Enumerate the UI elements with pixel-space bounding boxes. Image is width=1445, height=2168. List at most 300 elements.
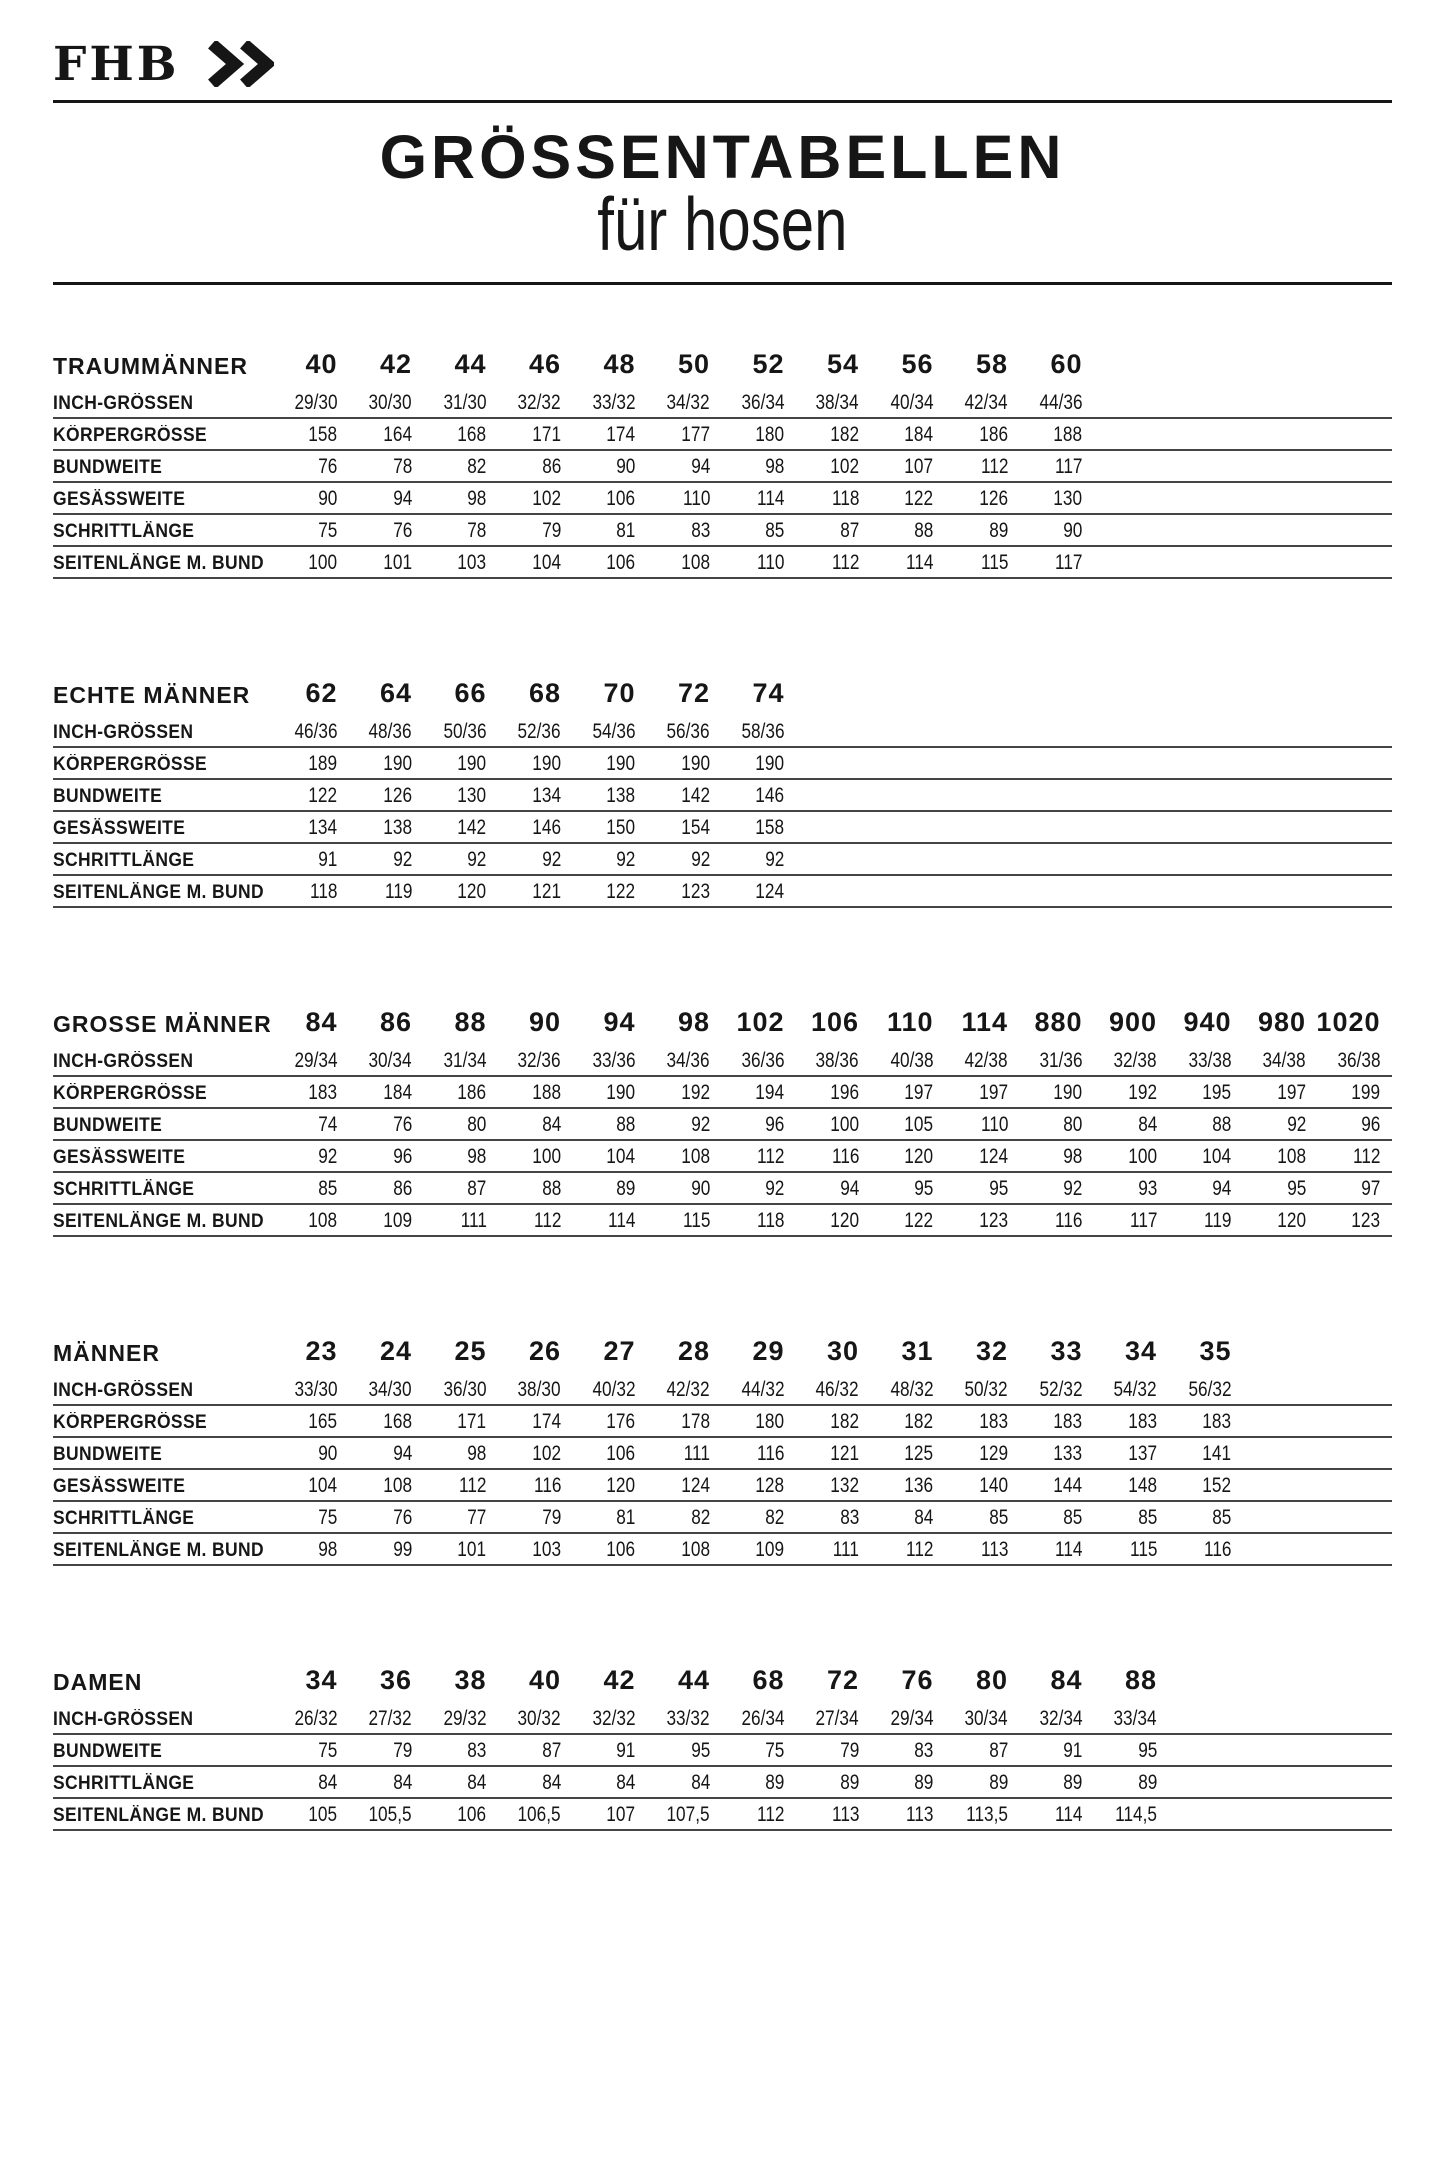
value-text: 90 — [318, 1442, 338, 1465]
value-cell — [710, 1050, 785, 1071]
value-cell — [785, 1740, 860, 1761]
value-text: 48/32 — [890, 1378, 934, 1401]
value-text: 164 — [383, 423, 412, 446]
row-label — [53, 1381, 263, 1400]
value-cell — [263, 1804, 338, 1825]
value-text: 122 — [606, 880, 636, 903]
value-text: 95 — [914, 1177, 934, 1200]
value-cell — [487, 1050, 562, 1071]
row-label-text: GESÄSSWEITE — [53, 489, 186, 510]
value-cell — [636, 1507, 711, 1528]
table-row — [53, 1470, 1392, 1502]
value-cell — [487, 721, 562, 742]
value-text: 105,5 — [368, 1803, 412, 1826]
size-header-cell: 102 — [736, 1007, 785, 1037]
value-cell — [561, 1210, 636, 1231]
row-label — [53, 554, 263, 573]
value-text: 106 — [457, 1803, 487, 1826]
value-text: 132 — [830, 1474, 859, 1497]
size-header-cell: 114 — [961, 1007, 1008, 1037]
size-header-cell: 1020 — [1316, 1007, 1381, 1037]
size-header-cell: 900 — [1108, 1007, 1157, 1037]
value-cell — [1083, 1210, 1158, 1231]
brand-row — [53, 0, 1392, 92]
table-row — [53, 1205, 1392, 1237]
row-label — [53, 1180, 263, 1199]
size-header-cell: 42 — [603, 1665, 636, 1695]
value-text: 186 — [979, 423, 1008, 446]
size-header-cell: 46 — [528, 349, 561, 379]
value-text: 33/30 — [294, 1378, 338, 1401]
value-text: 32/34 — [1039, 1707, 1083, 1730]
value-cell — [1083, 1146, 1158, 1167]
value-cell — [934, 1539, 1009, 1560]
row-label — [53, 426, 263, 445]
value-cell — [1157, 1210, 1232, 1231]
value-cell — [710, 1804, 785, 1825]
size-header-cell: 40 — [305, 349, 338, 379]
value-text: 180 — [755, 423, 785, 446]
value-text: 92 — [765, 1177, 785, 1200]
value-text: 34/30 — [368, 1378, 412, 1401]
value-cell — [561, 1082, 636, 1103]
value-text: 108 — [308, 1209, 338, 1232]
value-cell — [934, 1114, 1009, 1135]
value-text: 29/34 — [294, 1049, 338, 1072]
value-cell — [561, 1114, 636, 1135]
value-cell — [785, 1772, 860, 1793]
value-cell — [785, 392, 860, 413]
value-cell — [710, 1210, 785, 1231]
row-label-text: INCH-GRÖSSEN — [53, 1380, 194, 1401]
value-cell — [338, 1411, 413, 1432]
value-text: 183 — [979, 1410, 1008, 1433]
value-text: 190 — [606, 1081, 636, 1104]
value-text: 122 — [308, 784, 338, 807]
row-label — [53, 1477, 263, 1496]
value-cell — [859, 520, 934, 541]
row-label-text: SEITENLÄNGE M. BUND — [53, 1211, 264, 1232]
value-cell — [1008, 424, 1083, 445]
table-row — [53, 748, 1392, 780]
value-text: 199 — [1351, 1081, 1381, 1104]
value-cell — [487, 1443, 562, 1464]
value-cell — [636, 1146, 711, 1167]
value-text: 190 — [606, 752, 636, 775]
value-cell — [561, 1146, 636, 1167]
value-cell — [1008, 1210, 1083, 1231]
value-text: 32/32 — [517, 391, 561, 414]
value-text: 92 — [616, 848, 636, 871]
value-text: 33/34 — [1113, 1707, 1157, 1730]
size-header-cell: 34 — [305, 1665, 338, 1695]
value-text: 84 — [541, 1771, 561, 1794]
value-text: 84 — [318, 1771, 338, 1794]
table-row — [53, 876, 1392, 908]
value-text: 29/32 — [443, 1707, 487, 1730]
value-cell — [710, 488, 785, 509]
value-text: 94 — [392, 487, 412, 510]
value-text: 94 — [1212, 1177, 1232, 1200]
value-text: 174 — [532, 1410, 561, 1433]
value-text: 138 — [383, 816, 412, 839]
size-header-cell: 68 — [752, 1665, 785, 1695]
value-cell — [1008, 1050, 1083, 1071]
value-cell — [412, 881, 487, 902]
value-cell — [934, 1475, 1009, 1496]
size-header-cell: 40 — [528, 1665, 561, 1695]
value-text: 106,5 — [517, 1803, 561, 1826]
header-rule — [53, 100, 1392, 103]
value-text: 178 — [681, 1410, 710, 1433]
value-text: 177 — [681, 423, 710, 446]
value-cell — [338, 753, 413, 774]
value-text: 85 — [765, 519, 785, 542]
value-text: 123 — [681, 880, 710, 903]
value-cell — [1008, 1411, 1083, 1432]
value-text: 95 — [1137, 1739, 1157, 1762]
table-title: MÄNNER — [53, 1340, 160, 1366]
value-cell — [859, 1443, 934, 1464]
table-header-row — [53, 335, 1392, 387]
value-text: 102 — [532, 1442, 561, 1465]
value-text: 87 — [467, 1177, 487, 1200]
value-text: 31/30 — [443, 391, 487, 414]
value-text: 46/32 — [815, 1378, 859, 1401]
value-cell — [263, 1740, 338, 1761]
value-text: 136 — [904, 1474, 934, 1497]
value-cell — [785, 1708, 860, 1729]
value-text: 111 — [683, 1442, 710, 1465]
value-text: 85 — [988, 1506, 1008, 1529]
row-label — [53, 883, 263, 902]
table-row — [53, 483, 1392, 515]
value-text: 99 — [392, 1538, 412, 1561]
size-header-cell: 76 — [901, 1665, 934, 1695]
value-cell — [1083, 1708, 1158, 1729]
value-cell — [263, 424, 338, 445]
value-cell — [338, 1772, 413, 1793]
value-text: 58/36 — [741, 720, 785, 743]
value-cell — [487, 1146, 562, 1167]
value-cell — [1157, 1475, 1232, 1496]
value-cell — [338, 1804, 413, 1825]
value-cell — [636, 1082, 711, 1103]
value-text: 80 — [467, 1113, 487, 1136]
table-title: GROSSE MÄNNER — [53, 1011, 272, 1037]
row-label-text: SEITENLÄNGE M. BUND — [53, 1540, 264, 1561]
value-cell — [1232, 1178, 1307, 1199]
size-header-cell: 94 — [603, 1007, 636, 1037]
value-cell — [338, 1740, 413, 1761]
value-text: 165 — [308, 1410, 338, 1433]
value-text: 42/38 — [964, 1049, 1008, 1072]
value-text: 92 — [1286, 1113, 1306, 1136]
value-cell — [1157, 1114, 1232, 1135]
value-text: 44/36 — [1039, 391, 1083, 414]
value-text: 183 — [1202, 1410, 1232, 1433]
table-row — [53, 780, 1392, 812]
value-text: 91 — [616, 1739, 636, 1762]
value-cell — [1083, 1114, 1158, 1135]
value-text: 106 — [606, 1538, 636, 1561]
value-text: 117 — [1055, 455, 1083, 478]
row-label-text: KÖRPERGRÖSSE — [53, 754, 207, 775]
value-text: 87 — [988, 1739, 1008, 1762]
value-cell — [1083, 1178, 1158, 1199]
value-cell — [710, 1475, 785, 1496]
value-text: 186 — [457, 1081, 487, 1104]
value-cell — [710, 1507, 785, 1528]
value-text: 117 — [1055, 551, 1083, 574]
row-label-text: SCHRITTLÄNGE — [53, 521, 195, 542]
value-text: 116 — [831, 1145, 859, 1168]
row-label-text: BUNDWEITE — [53, 786, 163, 807]
value-text: 88 — [541, 1177, 561, 1200]
value-text: 84 — [690, 1771, 710, 1794]
value-cell — [1008, 392, 1083, 413]
value-text: 98 — [765, 455, 785, 478]
row-label-text: SEITENLÄNGE M. BUND — [53, 553, 264, 574]
value-text: 106 — [606, 551, 636, 574]
value-cell — [636, 1411, 711, 1432]
value-text: 36/36 — [741, 1049, 785, 1072]
value-text: 96 — [1361, 1113, 1381, 1136]
value-cell — [859, 1114, 934, 1135]
value-cell — [338, 1050, 413, 1071]
value-text: 144 — [1053, 1474, 1083, 1497]
value-text: 142 — [681, 784, 710, 807]
value-text: 98 — [1063, 1145, 1083, 1168]
value-cell — [636, 392, 711, 413]
row-label-text: BUNDWEITE — [53, 1741, 163, 1762]
value-cell — [561, 1411, 636, 1432]
value-text: 114 — [608, 1209, 636, 1232]
size-header-cell: 54 — [826, 349, 859, 379]
value-cell — [1157, 1379, 1232, 1400]
value-cell — [1083, 1379, 1158, 1400]
value-cell — [487, 753, 562, 774]
value-text: 125 — [904, 1442, 934, 1465]
value-cell — [561, 1379, 636, 1400]
value-text: 50/32 — [964, 1378, 1008, 1401]
value-cell — [710, 520, 785, 541]
value-text: 100 — [1128, 1145, 1157, 1168]
value-text: 110 — [980, 1113, 1008, 1136]
value-text: 150 — [606, 816, 636, 839]
value-cell — [1008, 1114, 1083, 1135]
value-cell — [487, 1411, 562, 1432]
value-cell — [785, 1443, 860, 1464]
value-cell — [263, 785, 338, 806]
value-text: 50/36 — [443, 720, 487, 743]
value-text: 40/38 — [890, 1049, 934, 1072]
value-cell — [1008, 1772, 1083, 1793]
value-cell — [859, 1050, 934, 1071]
value-text: 54/36 — [592, 720, 636, 743]
value-text: 38/30 — [517, 1378, 561, 1401]
value-text: 120 — [904, 1145, 934, 1168]
table-row — [53, 451, 1392, 483]
table-row — [53, 1703, 1392, 1735]
value-cell — [263, 1210, 338, 1231]
value-cell — [1232, 1050, 1307, 1071]
value-text: 89 — [1137, 1771, 1157, 1794]
value-text: 121 — [830, 1442, 859, 1465]
value-text: 52/32 — [1039, 1378, 1083, 1401]
value-text: 75 — [765, 1739, 785, 1762]
value-cell — [636, 456, 711, 477]
value-cell — [785, 1146, 860, 1167]
value-text: 180 — [755, 1410, 785, 1433]
value-cell — [263, 1708, 338, 1729]
value-text: 32/36 — [517, 1049, 561, 1072]
value-text: 113 — [906, 1803, 934, 1826]
value-cell — [1232, 1082, 1307, 1103]
value-cell — [338, 424, 413, 445]
value-text: 168 — [383, 1410, 412, 1433]
row-label — [53, 819, 263, 838]
page-subtitle: für hosen — [597, 182, 848, 266]
size-header-cell: 68 — [528, 678, 561, 708]
row-label — [53, 755, 263, 774]
value-cell — [561, 520, 636, 541]
value-cell — [561, 1443, 636, 1464]
value-text: 126 — [979, 487, 1008, 510]
row-label-text: BUNDWEITE — [53, 1444, 163, 1465]
value-text: 122 — [904, 1209, 934, 1232]
value-cell — [934, 1772, 1009, 1793]
value-text: 79 — [541, 519, 561, 542]
value-text: 104 — [308, 1474, 338, 1497]
value-text: 83 — [467, 1739, 487, 1762]
value-cell — [934, 1804, 1009, 1825]
row-label — [53, 1148, 263, 1167]
value-cell — [263, 1411, 338, 1432]
row-label-text: SCHRITTLÄNGE — [53, 1773, 195, 1794]
value-text: 105 — [904, 1113, 934, 1136]
row-label — [53, 1710, 263, 1729]
row-label-text: INCH-GRÖSSEN — [53, 1709, 194, 1730]
value-text: 140 — [979, 1474, 1008, 1497]
value-text: 82 — [467, 455, 487, 478]
value-text: 36/34 — [741, 391, 785, 414]
value-text: 83 — [690, 519, 710, 542]
value-text: 79 — [392, 1739, 412, 1762]
value-text: 92 — [1063, 1177, 1083, 1200]
value-cell — [263, 1178, 338, 1199]
value-text: 195 — [1202, 1081, 1232, 1104]
value-cell — [859, 1210, 934, 1231]
value-cell — [1008, 1708, 1083, 1729]
row-label-text: SCHRITTLÄNGE — [53, 850, 195, 871]
value-cell — [636, 785, 711, 806]
value-text: 82 — [690, 1506, 710, 1529]
table-header-row — [53, 993, 1392, 1045]
table-row — [53, 1406, 1392, 1438]
value-cell — [487, 552, 562, 573]
value-cell — [338, 1082, 413, 1103]
value-text: 98 — [467, 1442, 487, 1465]
value-cell — [561, 721, 636, 742]
value-text: 87 — [541, 1739, 561, 1762]
value-text: 123 — [1351, 1209, 1381, 1232]
value-text: 26/32 — [294, 1707, 338, 1730]
size-table — [53, 1322, 1392, 1566]
value-cell — [263, 552, 338, 573]
value-text: 38/34 — [815, 391, 859, 414]
value-cell — [710, 721, 785, 742]
value-text: 95 — [1286, 1177, 1306, 1200]
value-cell — [412, 552, 487, 573]
value-cell — [487, 1740, 562, 1761]
value-cell — [1008, 1475, 1083, 1496]
value-text: 184 — [383, 1081, 412, 1104]
value-text: 91 — [1063, 1739, 1083, 1762]
table-title: DAMEN — [53, 1669, 143, 1695]
value-text: 112 — [980, 455, 1008, 478]
value-cell — [785, 1210, 860, 1231]
size-header-cell: 38 — [454, 1665, 487, 1695]
row-label-text: BUNDWEITE — [53, 457, 163, 478]
value-text: 36/30 — [443, 1378, 487, 1401]
value-text: 34/32 — [666, 391, 710, 414]
value-cell — [710, 392, 785, 413]
value-text: 46/36 — [294, 720, 338, 743]
value-cell — [934, 488, 1009, 509]
value-cell — [338, 881, 413, 902]
value-cell — [859, 1146, 934, 1167]
value-text: 36/38 — [1337, 1049, 1381, 1072]
value-cell — [859, 456, 934, 477]
value-text: 98 — [467, 1145, 487, 1168]
value-text: 76 — [392, 519, 412, 542]
value-cell — [487, 392, 562, 413]
table-row — [53, 1109, 1392, 1141]
size-header-cell: 29 — [752, 1336, 785, 1366]
value-cell — [1157, 1146, 1232, 1167]
table-title: TRAUMMÄNNER — [53, 353, 248, 379]
value-cell — [1306, 1114, 1381, 1135]
value-cell — [636, 721, 711, 742]
value-text: 105 — [308, 1803, 338, 1826]
value-text: 104 — [1202, 1145, 1232, 1168]
value-cell — [710, 456, 785, 477]
value-cell — [412, 1050, 487, 1071]
page-title: GRÖSSENTABELLEN — [379, 123, 1066, 191]
value-cell — [561, 849, 636, 870]
value-text: 94 — [690, 455, 710, 478]
value-cell — [1008, 488, 1083, 509]
row-label — [53, 1413, 263, 1432]
value-text: 32/32 — [592, 1707, 636, 1730]
row-label-text: KÖRPERGRÖSSE — [53, 1083, 207, 1104]
value-text: 168 — [457, 423, 487, 446]
value-cell — [934, 1411, 1009, 1432]
value-text: 93 — [1137, 1177, 1157, 1200]
value-cell — [412, 785, 487, 806]
value-text: 92 — [765, 848, 785, 871]
value-cell — [412, 456, 487, 477]
size-header-cell: 72 — [677, 678, 710, 708]
value-cell — [338, 1507, 413, 1528]
value-cell — [859, 1411, 934, 1432]
value-text: 108 — [383, 1474, 412, 1497]
value-cell — [263, 1443, 338, 1464]
size-header-cell: 88 — [1124, 1665, 1157, 1695]
value-text: 100 — [308, 551, 338, 574]
value-text: 101 — [457, 1538, 487, 1561]
